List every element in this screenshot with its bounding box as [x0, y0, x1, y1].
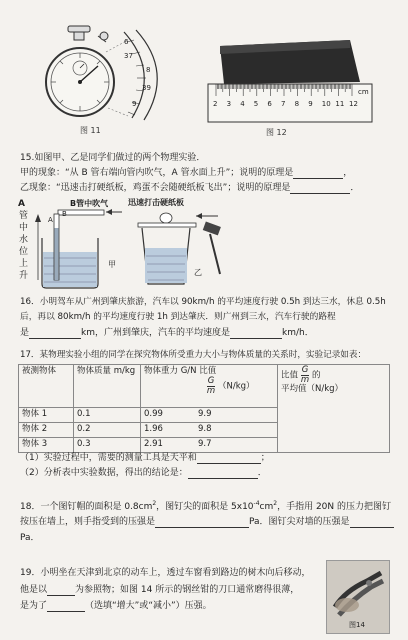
header-avg-unit: 平均值（N/kg） — [281, 384, 344, 394]
header-avg-label: 比值 — [281, 370, 299, 381]
q19-line3-a: 是为了 — [20, 601, 48, 611]
beaker-tube-illustration — [32, 198, 128, 290]
q18-line1-a: 18．一个图钉帽的面积是 0.8cm — [20, 502, 153, 512]
avg-denominator: m — [300, 374, 310, 385]
q18-line1-c: cm — [259, 502, 274, 512]
ruler-number: 9 — [308, 100, 313, 108]
avg-fraction — [301, 366, 310, 384]
dial-label-2: 37 — [124, 52, 133, 60]
row1-ratio: 9.9 — [198, 409, 212, 419]
q15-a-small: A — [48, 216, 53, 224]
q18-line1 — [20, 500, 391, 513]
dial-label-5: 9 — [132, 100, 137, 108]
figure-12-caption: 图 12 — [266, 128, 287, 137]
q17-sub1-end: ； — [260, 453, 270, 463]
row2-mass: 0.2 — [74, 423, 141, 438]
q19-line1: 19．小明坐在天津到北京的动车上，透过车窗看到路边的树木向后移动， — [20, 568, 311, 578]
q17-title: 17．某物理实验小组的同学在探究物体所受重力大小与物体质量的关系时，实验记录如表： — [20, 350, 367, 360]
q17-sub2-text: （2）分析表中实验数据，得出的结论是： — [20, 468, 188, 478]
q18-sup1: 2 — [152, 500, 157, 507]
figure-14-caption: 图14 — [349, 621, 365, 629]
row2-name: 物体 2 — [19, 423, 74, 438]
ruler-numbers — [200, 100, 378, 112]
q15-a-vertical: 管中水位上升 — [19, 211, 29, 281]
q18-sup3: 2 — [273, 500, 278, 507]
row3-gravity-ratio — [141, 438, 278, 453]
dial-label-3: 8 — [146, 66, 151, 74]
table-header-row — [19, 365, 390, 408]
q15-title: 15.如图甲、乙是同学们做过的两个物理实验． — [20, 153, 206, 163]
ruler-number: 3 — [226, 100, 232, 108]
header-object: 被测物体 — [19, 365, 74, 408]
ruler-number: 5 — [253, 100, 259, 108]
q15-line-jia — [20, 167, 352, 179]
figure-11-caption: 图 11 — [80, 126, 101, 135]
header-gravity: 物体重力 G/N — [144, 366, 197, 376]
q15-b-small: B — [62, 210, 67, 218]
fraction-denominator: m — [206, 385, 216, 396]
q15-yi-text: 乙现象：“迅速击打硬纸板，鸡蛋不会随硬纸板飞出”；说明的原理是 — [20, 183, 291, 193]
ruler-number: 12 — [349, 100, 358, 108]
figure-11 — [28, 22, 178, 140]
q16-line2: 后，再以 80km/h 的平均速度行驶 1h 到达肇庆．则广州到三水，汽车行驶的路程 — [20, 312, 336, 322]
header-ratio: 比值 — [199, 366, 217, 376]
avg-numerator: G — [301, 365, 309, 375]
q15-yi-label: 乙 — [194, 268, 202, 277]
row1-name: 物体 1 — [19, 408, 74, 423]
ruler-number: 11 — [335, 100, 345, 108]
q18-line1-b: ，图钉尖的面积是 5x10 — [156, 502, 254, 512]
q17-sub2 — [20, 467, 267, 479]
q17-conclusion-blank[interactable] — [188, 468, 258, 479]
q15-yi-blank[interactable] — [290, 183, 350, 194]
ruler-number: 6 — [267, 100, 272, 108]
q15-a-label: A — [18, 199, 25, 209]
q17-sub1-text: （1）实验过程中，需要的测量工具是天平和 — [20, 453, 197, 463]
q18-line1-d: ，手指用 20N 的压力把图钉 — [277, 502, 391, 512]
header-avg-of: 的 — [312, 370, 321, 381]
q16-speed-blank[interactable] — [230, 328, 282, 339]
ruler-number: 7 — [281, 100, 286, 108]
row1-gravity-ratio — [141, 408, 278, 423]
q19-line2-b: 为参照物；如图 14 所示的钢丝钳的刀口通常磨得很薄， — [75, 585, 300, 595]
q19-line3 — [20, 600, 212, 612]
q18-sup2: -4 — [253, 500, 260, 507]
q19-line3-b: （选填“增大”或“减小”）压强。 — [85, 601, 212, 611]
q16-distance-blank[interactable] — [29, 328, 81, 339]
ruler-number: 2 — [213, 100, 218, 108]
row2-ratio: 9.8 — [198, 424, 212, 434]
q16-line3 — [20, 327, 314, 339]
row3-ratio: 9.7 — [198, 439, 212, 449]
q19-pressure-blank[interactable] — [47, 601, 85, 612]
q19-line2-a: 他是以 — [20, 585, 48, 595]
dial-label-4: 39 — [142, 84, 151, 92]
pliers-illustration — [327, 561, 389, 621]
ratio-fraction — [207, 377, 216, 395]
q17-tool-blank[interactable] — [197, 453, 261, 464]
egg-cup-illustration — [126, 208, 236, 290]
q19-line2 — [20, 584, 299, 596]
stopwatch-illustration — [28, 22, 178, 122]
ruler-number: 4 — [240, 100, 245, 108]
figure-12 — [200, 18, 378, 143]
q17-data-table — [18, 364, 390, 453]
q15-jia-text: 甲的现象：“从 B 管右端向管内吹气，A 管水面上升”；说明的原理是 — [20, 168, 294, 178]
q18-line3: Pa． — [20, 533, 40, 543]
q18-line2-b: Pa．图钉尖对墙的压强是 — [249, 517, 350, 527]
ruler-unit: cm — [358, 88, 369, 96]
q15-b-tube-label: B管中吹气 — [70, 199, 109, 208]
row1-gravity: 0.99 — [144, 409, 163, 419]
row2-gravity: 1.96 — [144, 424, 163, 434]
fraction-numerator: G — [207, 376, 215, 387]
q15-yi-banner: 迅速打击硬纸板 — [128, 198, 184, 207]
row3-name: 物体 3 — [19, 438, 74, 453]
q18-line2-a: 按压在墙上，则手指受到的压强是 — [20, 517, 156, 527]
header-ratio-unit: （N/kg） — [218, 381, 255, 392]
q18-finger-pressure-blank[interactable] — [155, 517, 249, 528]
q18-line2 — [20, 516, 394, 528]
q15-jia-label: 甲 — [108, 260, 116, 269]
dial-label-1: 6 — [124, 38, 129, 46]
q15-jia-end: ， — [343, 168, 353, 178]
header-gravity-and-ratio — [141, 365, 278, 408]
header-mass: 物体质量 m/kg — [74, 365, 141, 408]
ruler-number: 10 — [321, 100, 331, 108]
figure-14-photo — [326, 560, 390, 634]
q15-line-yi — [20, 182, 359, 194]
row1-mass: 0.1 — [74, 408, 141, 423]
q16-line3-b: km，广州到肇庆，汽车的平均速度是 — [81, 328, 230, 338]
row2-gravity-ratio — [141, 423, 278, 438]
row3-gravity: 2.91 — [144, 439, 163, 449]
q15-yi-end: ． — [350, 183, 360, 193]
q16-line3-a: 是 — [20, 328, 30, 338]
q16-line1: 16．小明驾车从广州到肇庆旅游，汽车以 90km/h 的平均速度行驶 0.5h 到达三水，休息 0.5h — [20, 297, 386, 307]
q17-sub2-end: ． — [257, 468, 267, 478]
q17-sub1 — [20, 452, 270, 464]
q15-diagram-yi — [126, 198, 236, 290]
ruler-number: 8 — [294, 100, 300, 108]
q18-wall-pressure-blank[interactable] — [350, 517, 394, 528]
q19-reference-blank[interactable] — [47, 585, 75, 596]
q15-jia-blank[interactable] — [293, 168, 343, 179]
q16-line3-c: km/h． — [282, 328, 314, 338]
q15-diagram-jia — [18, 198, 128, 290]
row3-mass: 0.3 — [74, 438, 141, 453]
header-average — [278, 365, 390, 453]
